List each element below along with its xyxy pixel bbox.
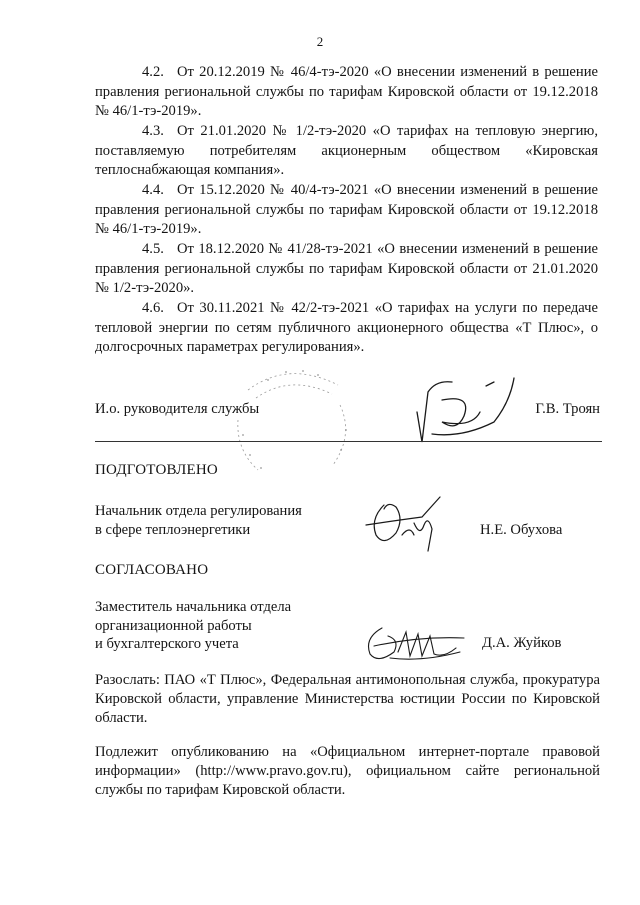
list-item [95, 122, 598, 181]
agreed-position [95, 598, 291, 654]
page-number: 2 [316, 34, 324, 49]
signatory-name: Г.В. Троян [535, 401, 600, 417]
position-line: и бухгалтерского учета [95, 636, 239, 652]
item-text: От 18.12.2020 № 41/28-тэ-2021 «О внесении изменений в решение правления региональной службы по тарифам Кировской области от 21.01.2020 № 1/2-тэ-2020». [95, 241, 598, 296]
list-item [95, 181, 598, 240]
agreed-handwritten-signature [360, 622, 472, 667]
head-signature-row [95, 400, 600, 419]
item-number: 4.5. [142, 241, 164, 257]
decision-list [95, 63, 598, 358]
separator-line [95, 441, 602, 442]
list-item [95, 240, 598, 299]
item-text: От 21.01.2020 № 1/2-тэ-2020 «О тарифах на тепловую энергию, поставляемую потребителям акционерным обществом «Кировская теплоснабжающая компания». [95, 123, 598, 178]
head-handwritten-signature [402, 372, 522, 452]
stamp-imprint [228, 360, 358, 480]
distribution-list: Разослать: ПАО «Т Плюс», Федеральная антимонопольная служба, прокуратура Кировской области, управление Министерства юстиции России по Кировской области. [95, 672, 600, 726]
item-number: 4.3. [142, 123, 164, 139]
position-line: в сфере теплоэнергетики [95, 521, 251, 538]
prepared-position [95, 502, 302, 539]
prepared-handwritten-signature [362, 495, 447, 555]
publication-note: Подлежит опубликованию на «Официальном интернет-портале правовой информации» (http://www.pravo.gov.ru), официальном сайте региональной службы по тарифам Кировской области. [95, 744, 600, 798]
item-text: От 30.11.2021 № 42/2-тэ-2021 «О тарифах на услуги по передаче тепловой энергии по сетям публичного акционерного общества «Т Плюс», о долгосрочных параметрах регулирования». [95, 300, 598, 355]
position-line: организационной работы [95, 617, 252, 634]
item-number: 4.6. [142, 300, 164, 316]
item-number: 4.4. [142, 182, 164, 198]
item-text: От 15.12.2020 № 40/4-тэ-2021 «О внесении изменений в решение правления региональной службы по тарифам Кировской области от 19.12.2018 № 46/1-тэ-2019». [95, 182, 598, 237]
list-item [95, 63, 598, 122]
signatory-position: И.о. руководителя службы [95, 401, 260, 417]
position-line: Заместитель начальника отдела [95, 599, 292, 615]
item-text: От 20.12.2019 № 46/4-тэ-2020 «О внесении изменений в решение правления региональной службы по тарифам Кировской области от 19.12.2018 № 46/1-тэ-2019». [95, 64, 598, 119]
prepared-name: Н.Е. Обухова [480, 522, 563, 538]
prepared-heading: ПОДГОТОВЛЕНО [95, 462, 218, 478]
agreed-heading: СОГЛАСОВАНО [95, 562, 209, 578]
agreed-name: Д.А. Жуйков [482, 635, 562, 651]
list-item [95, 299, 598, 358]
item-number: 4.2. [142, 64, 164, 80]
position-line: Начальник отдела регулирования [95, 503, 302, 519]
